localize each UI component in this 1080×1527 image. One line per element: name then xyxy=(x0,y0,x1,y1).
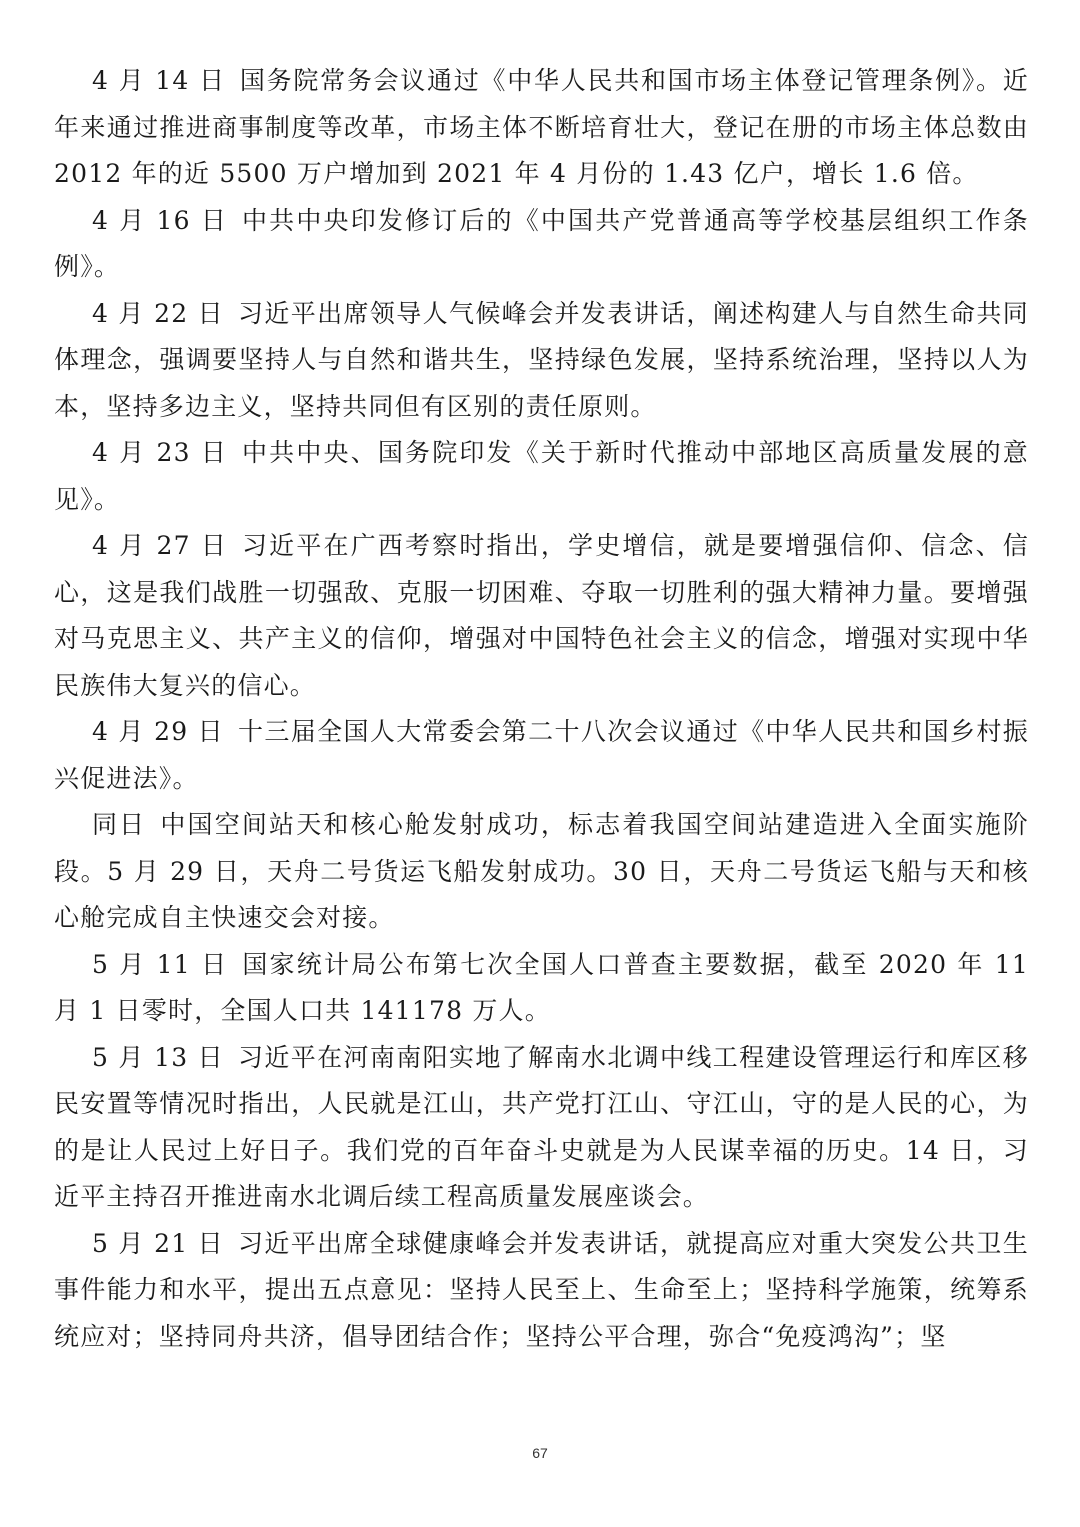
entry-paragraph xyxy=(54,1035,1029,1221)
entry-paragraph xyxy=(54,709,1029,802)
entry-date: 4 月 22 日 xyxy=(92,298,225,328)
page-number: 67 xyxy=(532,1445,548,1461)
chronology-body xyxy=(54,58,1029,1360)
entry-paragraph xyxy=(54,942,1029,1035)
entry-paragraph xyxy=(54,802,1029,942)
entry-text: 十三届全国人大常委会第二十八次会议通过《中华人民共和国乡村振兴促进法》。 xyxy=(54,717,1029,793)
entry-paragraph xyxy=(54,58,1029,198)
entry-date: 4 月 27 日 xyxy=(92,531,229,560)
entry-text: 国家统计局公布第七次全国人口普查主要数据，截至 2020 年 11 月 1 日零时，全国人口共 141178 万人。 xyxy=(54,949,1029,1025)
entry-text: 中国空间站天和核心舱发射成功，标志着我国空间站建造进入全面实施阶段。5 月 29 日，天舟二号货运飞船发射成功。30 日，天舟二号货运飞船与天和核心舱完成自主快速交会对接。 xyxy=(54,810,1029,932)
entry-date: 4 月 23 日 xyxy=(92,438,229,467)
entry-date: 4 月 29 日 xyxy=(92,717,225,746)
entry-paragraph xyxy=(54,430,1029,523)
entry-date: 同日 xyxy=(92,810,147,839)
entry-date: 4 月 14 日 xyxy=(92,66,226,95)
entry-text: 国务院常务会议通过《中华人民共和国市场主体登记管理条例》。近年来通过推进商事制度等改革，市场主体不断培育壮大，登记在册的市场主体总数由 2012 年的近 5500 万户增加到 2021 年 4 月份的 1.43 亿户，增长 1.6 倍。 xyxy=(54,66,1029,188)
entry-text: 习近平在广西考察时指出，学史增信，就是要增强信仰、信念、信心，这是我们战胜一切强敌、克服一切困难、夺取一切胜利的强大精神力量。要增强对马克思主义、共产主义的信仰，增强对中国特色社会主义的信念，增强对实现中华民族伟大复兴的信心。 xyxy=(54,531,1029,700)
entry-paragraph xyxy=(54,291,1029,431)
entry-date: 5 月 13 日 xyxy=(92,1042,225,1072)
entry-paragraph xyxy=(54,523,1029,709)
entry-paragraph xyxy=(54,1221,1029,1361)
entry-text: 习近平在河南南阳实地了解南水北调中线工程建设管理运行和库区移民安置等情况时指出，人民就是江山，共产党打江山、守江山，守的是人民的心，为的是让人民过上好日子。我们党的百年奋斗史就是为人民谋幸福的历史。14 日，习近平主持召开推进南水北调后续工程高质量发展座谈会。 xyxy=(54,1042,1029,1211)
entry-date: 4 月 16 日 xyxy=(92,205,229,235)
entry-text: 中共中央、国务院印发《关于新时代推动中部地区高质量发展的意见》。 xyxy=(54,438,1029,514)
entry-text: 习近平出席全球健康峰会并发表讲话，就提高应对重大突发公共卫生事件能力和水平，提出五点意见：坚持人民至上、生命至上；坚持科学施策，统筹系统应对；坚持同舟共济，倡导团结合作；坚持公平合理，弥合“免疫鸿沟”；坚 xyxy=(54,1228,1029,1351)
entry-date: 5 月 21 日 xyxy=(92,1228,225,1258)
entry-date: 5 月 11 日 xyxy=(92,949,229,979)
entry-text: 习近平出席领导人气候峰会并发表讲话，阐述构建人与自然生命共同体理念，强调要坚持人与自然和谐共生，坚持绿色发展，坚持系统治理，坚持以人为本，坚持多边主义，坚持共同但有区别的责任原则。 xyxy=(54,298,1029,421)
entry-text: 中共中央印发修订后的《中国共产党普通高等学校基层组织工作条例》。 xyxy=(54,205,1029,281)
entry-paragraph xyxy=(54,198,1029,291)
